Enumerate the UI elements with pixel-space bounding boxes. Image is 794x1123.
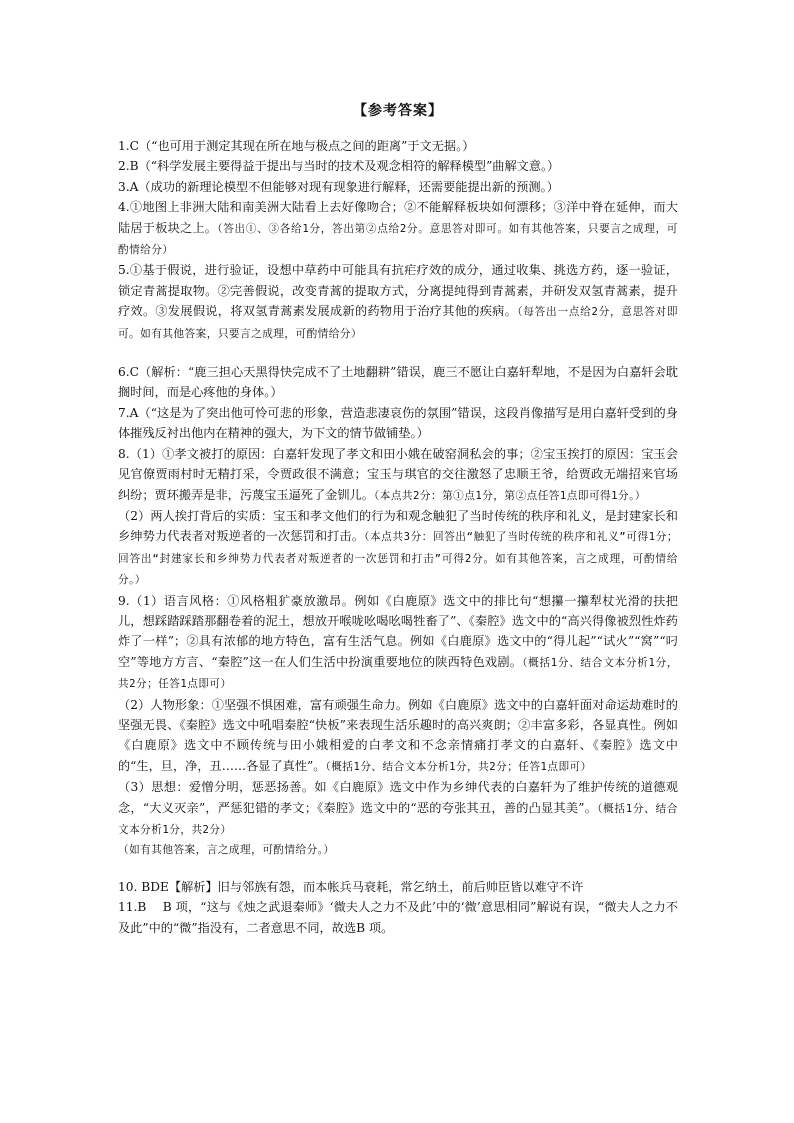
- answer-4-scoring-note: （答出①、③各给1分，答出第②点给2分。意思答对即可。如有其他答案，只要言之成理，可酌情给分）: [118, 222, 679, 257]
- answer-8-part-2: [118, 506, 678, 591]
- answer-9-2-text: （2）人物形象：①坚强不惧困难，富有顽强生命力。例如《白鹿原》选文中的白嘉轩面对命运劫难时的坚强无畏、《秦腔》选文中吼唱秦腔“快板”来表现生活乐趣时的高兴爽朗；②丰富多彩，各显真性。例如《白鹿原》选文中不顾传统与田小娥相爱的白孝文和不念亲情痛打孝文的白嘉轩、《秦腔》选文中的“生，旦，净，丑……各显了真性”。: [118, 697, 678, 773]
- answer-9-3-text: （3）思想：爱憎分明，惩恶扬善。如《白鹿原》选文中作为乡绅代表的白嘉轩为了维护传统的道德观念，“大义灭亲”，严惩犯错的孝文；《秦腔》选文中的“恶的夸张其丑，善的凸显其美”。: [118, 780, 678, 815]
- answer-5: [118, 260, 678, 344]
- answer-3: 3.A（成功的新理论模型不但能够对现有现象进行解释，还需要能提出新的预测。）: [118, 179, 559, 194]
- answer-9-1-text: 9.（1）语言风格：①风格粗犷豪放激昂。例如《白鹿原》选文中的排比句“想攥一攥犁杖光滑的扶把儿，想踩踏踩踏那翻卷着的泥土，想放开喉咙吆喝吆喝牲畜了”、《秦腔》选文中的“高兴得像被烈性炸药炸了一样”；②具有浓郁的地方特色，富有生活气息。例如《白鹿原》选文中的“得儿起”“试火”“窝”“叼空”等地方方言、“秦腔”这一在人们生活中扮演重要地位的陕西特色戏剧。: [118, 593, 678, 669]
- section-spacer: [118, 861, 678, 877]
- answer-9-1-scoring-note: （概括1分、结合文本分析1分，共2分；任答1点即可）: [118, 656, 678, 691]
- answer-8-1-text: 8.（1）①孝文被打的原因：白嘉轩发现了孝文和田小娥在破窑洞私会的事；②宝玉挨打的原因：宝玉会见官僚贾雨村时无精打采，令贾政很不满意；宝玉与琪官的交往激怒了忠顺王爷，给贾政无端招来官场纠纷；贾环搬弄是非，污蔑宝玉逼死了金钏儿。: [118, 446, 678, 502]
- answer-8-2-text: （2）两人挨打背后的实质：宝玉和孝文他们的行为和观念触犯了当时传统的秩序和礼义，是封建家长和乡绅势力代表者对叛逆者的一次惩罚和打击。: [118, 508, 678, 544]
- answer-8-part-1: [118, 444, 678, 506]
- answer-7: 7.A（“这是为了突出他可怜可悲的形象，营造悲凄哀伤的氛围”错误，这段肖像描写是用白嘉轩受到的身体摧残反衬出他内在精神的强大，为下文的情节做铺垫。）: [118, 405, 678, 441]
- answer-11: 11.B B 项，“这与《烛之武退秦师》‘微夫人之力不及此’中的‘微’意思相同”解说有误，“微夫人之力不及此”中的“微”指没有，二者意思不同，故选B 项。: [118, 900, 678, 935]
- answer-2: 2.B（“科学发展主要得益于提出与当时的技术及观念相符的解释模型”曲解文意。）: [118, 159, 560, 174]
- answer-9-part-1: [118, 591, 678, 695]
- answer-1: 1.C（“也可用于测定其现在所在地与极点之间的距离”于文无据。）: [118, 139, 475, 153]
- answer-9-part-3: [118, 777, 678, 840]
- answer-8-1-scoring-note: （本点共2分：第①点1分，第②点任答1点即可得1分。）: [373, 489, 647, 502]
- answer-8-2-scoring-note: （本点共3分：回答出“触犯了当时传统的秩序和礼义”可得1分；回答出“封建家长和乡绅势力代表者对叛逆者的一次惩罚和打击”可得2分。如有其他答案，言之成理，可酌情给分。）: [118, 531, 679, 587]
- answer-5-scoring-note: （每答出一点给2分，意思答对即可。如有其他答案，只要言之成理，可酌情给分）: [118, 306, 679, 340]
- answer-4-text: 4.①地图上非洲大陆和南美洲大陆看上去好像吻合；②不能解释板块如何漂移；③洋中脊在延伸，而大陆居于板块之上。: [118, 200, 678, 235]
- answer-10: 10. BDE【解析】旧与邻族有怨，而本帐兵马衰耗，常乞纳土，前后帅臣皆以难守不许: [118, 879, 584, 894]
- answer-9-final-note: （如有其他答案，言之成理，可酌情给分。）: [118, 844, 335, 857]
- answer-5-text: 5.①基于假说，进行验证，设想中草药中可能具有抗疟疗效的成分，通过收集、挑选方药，逐一验证，锁定青蒿提取物。②完善假说，改变青蒿的提取方式，分离提纯得到青蒿素，并研发双氢青蒿素，提升疗效。③发展假说，将双氢青蒿素发展成新的药物用于治疗其他的疾病。: [118, 263, 678, 319]
- answer-4: [118, 197, 678, 260]
- answer-9-part-2: [118, 695, 678, 778]
- section-spacer: [118, 344, 678, 362]
- page-title: 【参考答案】: [353, 103, 443, 119]
- answer-6: 6.C（解析：“鹿三担心天黑得快完成不了土地翻耕”错误，鹿三不愿让白嘉轩犁地，不是因为白嘉轩会耽搁时间，而是心疼他的身体。）: [118, 365, 678, 400]
- answer-9-3-scoring-note: （概括1分、结合文本分析1分，共2分）: [118, 802, 678, 836]
- answer-9-2-scoring-note: （概括1分、结合文本分析1分，共2分；任答1点即可）: [325, 760, 592, 773]
- answer-key-page: [118, 100, 678, 938]
